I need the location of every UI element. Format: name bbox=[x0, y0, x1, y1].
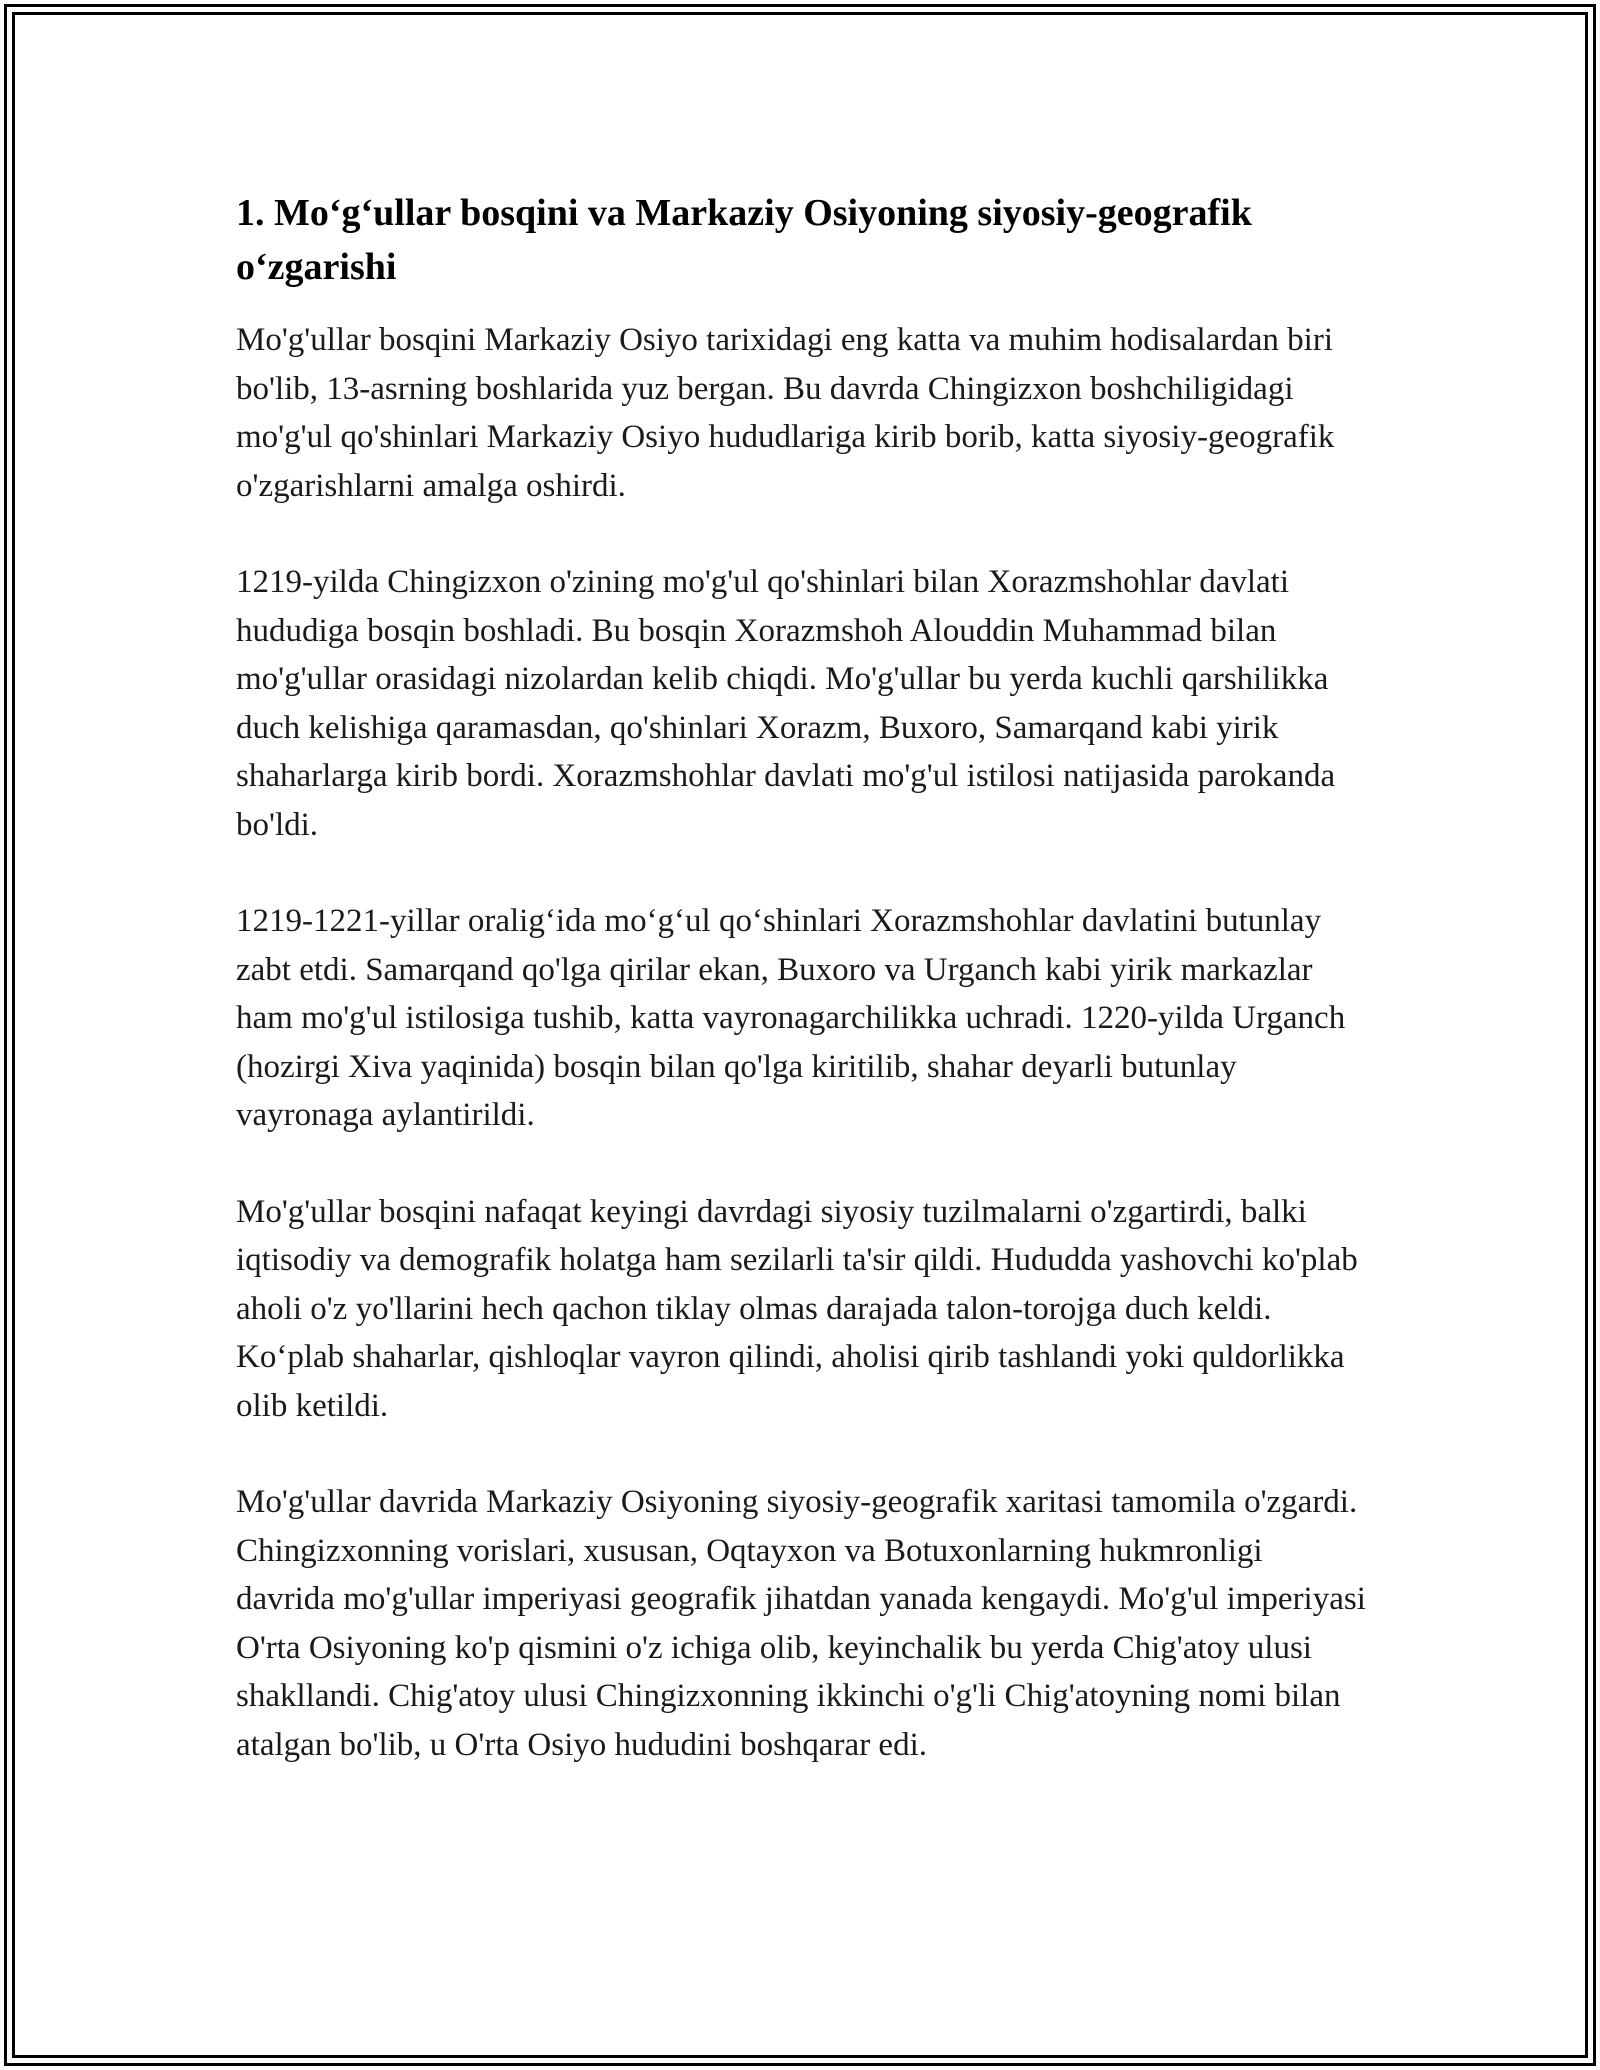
section-title: 1. Mo‘g‘ullar bosqini va Markaziy Osiyoning siyosiy-geografik o‘zgarishi bbox=[236, 192, 1252, 288]
paragraph-2: 1219-yilda Chingizxon o'zining mo'g'ul qo'shinlari bilan Xorazmshohlar davlati hududiga bosqin boshladi. Bu bosqin Xorazmshoh Alouddin Muhammad bilan mo'g'ullar orasidagi nizolardan kelib chiqdi. Mo'g'ullar bu yerda kuchli qarshilikka duch kelishiga qaramasdan, qo'shinlari Xorazm, Buxoro, Samarqand kabi yirik shaharlarga kirib bordi. Xorazmshohlar davlati mo'g'ul istilosi natijasida parokanda bo'ldi. bbox=[236, 564, 1336, 843]
paragraph-1: Mo'g'ullar bosqini Markaziy Osiyo tarixidagi eng katta va muhim hodisalardan biri bo'lib, 13-asrning boshlarida yuz bergan. Bu davrda Chingizxon boshchiligidagi mo'g'ul qo'shinlari Markaziy Osiyo hududlariga kirib borib, katta siyosiy-geografik o'zgarishlarni amalga oshirdi. bbox=[236, 322, 1335, 504]
paragraph-3: 1219-1221-yillar oralig‘ida mo‘g‘ul qo‘shinlari Xorazmshohlar davlatini butunlay zabt etdi. Samarqand qo'lga qirilar ekan, Buxoro va Urganch kabi yirik markazlar ham mo'g'ul istilosiga tushib, katta vayronagarchilikka uchradi. 1220-yilda Urganch (hozirgi Xiva yaqinida) bosqin bilan qo'lga kiritilib, shahar deyarli butunlay vayronaga aylantirildi. bbox=[236, 903, 1346, 1133]
document-body bbox=[236, 186, 1366, 1817]
paragraph-5: Mo'g'ullar davrida Markaziy Osiyoning siyosiy-geografik xaritasi tamomila o'zgardi. Chingizxonning vorislari, xususan, Oqtayxon va Botuxonlarning hukmronligi davrida mo'g'ullar imperiyasi geografik jihatdan yanada kengaydi. Mo'g'ul imperiyasi O'rta Osiyoning ko'p qismini o'z ichiga olib, keyinchalik bu yerda Chig'atoy ulusi shakllandi. Chig'atoy ulusi Chingizxonning ikkinchi o'g'li Chig'atoyning nomi bilan atalgan bo'lib, u O'rta Osiyo hududini boshqarar edi. bbox=[236, 1484, 1366, 1763]
paragraph-4: Mo'g'ullar bosqini nafaqat keyingi davrdagi siyosiy tuzilmalarni o'zgartirdi, balki iqtisodiy va demografik holatga ham sezilarli ta'sir qildi. Hududda yashovchi ko'plab aholi o'z yo'llarini hech qachon tiklay olmas darajada talon-torojga duch keldi. Ko‘plab shaharlar, qishloqlar vayron qilindi, aholisi qirib tashlandi yoki quldorlikka olib ketildi. bbox=[236, 1193, 1358, 1424]
